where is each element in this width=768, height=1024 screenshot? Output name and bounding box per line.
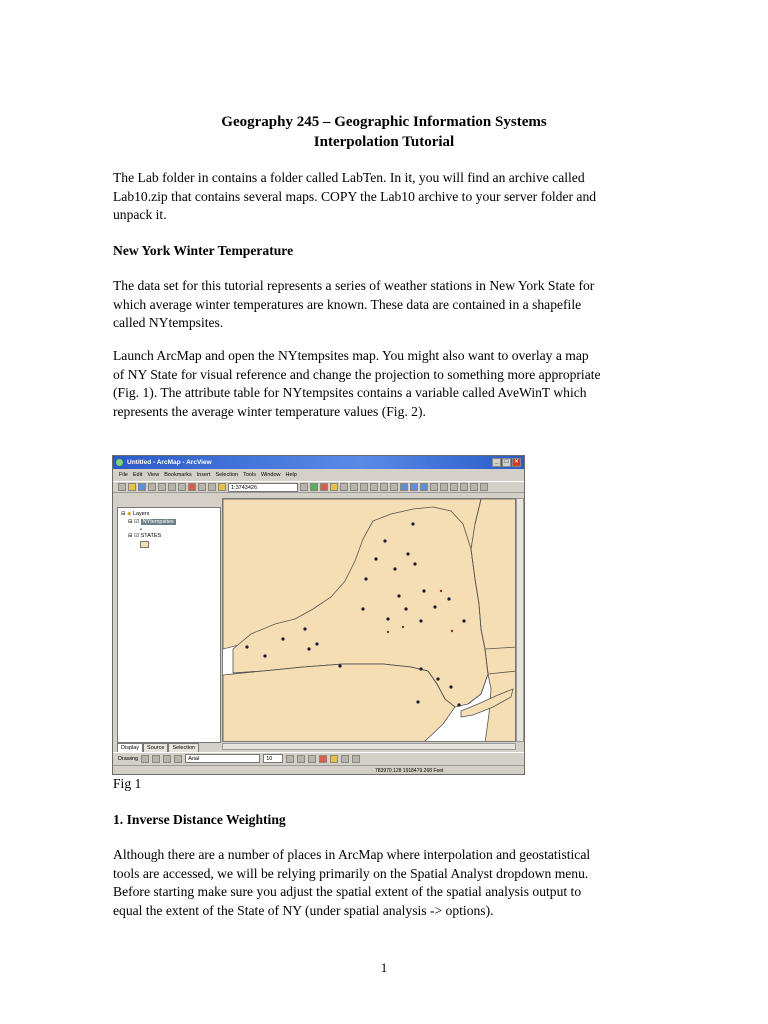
marker-color-icon[interactable] [352,755,360,763]
fixed-zoom-in-icon[interactable] [370,483,378,491]
document-title: Geography 245 – Geographic Information Systems [221,114,547,130]
map-scale-input[interactable]: 1:3743426 [228,483,298,492]
section-heading-ny-winter: New York Winter Temperature [113,243,294,258]
weather-station-point [411,522,414,525]
page-number: 1 [380,960,388,975]
hyperlink-icon[interactable] [470,483,478,491]
full-extent-icon[interactable] [400,483,408,491]
weather-station-point [386,617,389,620]
measure-icon[interactable] [460,483,468,491]
font-size-select[interactable]: 10 [263,754,283,763]
maximize-button[interactable]: □ [502,458,511,467]
map-view[interactable] [222,498,516,742]
arccatalog-icon[interactable] [320,483,328,491]
weather-station-point [315,642,318,645]
weather-station-point [413,562,416,565]
arcmap-app-icon [116,459,123,466]
weather-station-point [387,631,389,633]
weather-station-point [307,647,310,650]
menu-bookmarks[interactable]: Bookmarks [164,472,192,478]
paragraph-idw: Although there are a number of places in ArcMap where interpolation and geostatistical tools are accessed, we will be relying primarily on the Spatial Analyst dropdown menu. Before starting make sure you adjust the spatial extent of the spatial analysis output to equal the extent of the State of NY (under spatial analysis -> options). [113,847,591,918]
weather-station-point [374,557,377,560]
zoom-out-icon[interactable] [360,483,368,491]
delete-icon[interactable] [188,483,196,491]
italic-icon[interactable] [297,755,305,763]
font-color-icon[interactable] [319,755,327,763]
menu-insert[interactable]: Insert [196,472,211,478]
cut-icon[interactable] [158,483,166,491]
identify-icon[interactable] [440,483,448,491]
new-icon[interactable] [118,483,126,491]
weather-station-point [383,539,386,542]
layers-icon: ◆ [127,511,132,517]
document-subtitle: Interpolation Tutorial [313,134,455,150]
add-data-icon[interactable] [218,483,226,491]
rectangle-icon[interactable] [163,755,171,763]
pan-icon[interactable] [390,483,398,491]
font-name-select[interactable]: Arial [185,754,260,763]
menu-tools[interactable]: Tools [243,472,256,478]
weather-station-point [447,597,450,600]
map-horizontal-scrollbar[interactable] [222,743,516,750]
status-bar [113,765,524,775]
toc-layers-root[interactable]: ⊟ ◆ Layers [121,511,150,517]
weather-station-point [419,619,422,622]
menu-help[interactable]: Help [285,472,297,478]
text-icon[interactable] [174,755,182,763]
window-titlebar [113,456,524,469]
land-south [223,664,455,742]
arctoolbox-icon[interactable] [310,483,318,491]
menu-selection[interactable]: Selection [215,472,239,478]
underline-icon[interactable] [308,755,316,763]
fixed-zoom-out-icon[interactable] [380,483,388,491]
map-svg [223,499,516,742]
weather-station-point [263,654,266,657]
minimize-button[interactable]: _ [492,458,501,467]
tab-source[interactable]: Source [143,743,168,753]
weather-station-point [436,677,439,680]
zoom-in-icon[interactable] [350,483,358,491]
menu-window[interactable]: Window [260,472,281,478]
weather-station-point [245,645,248,648]
undo-icon[interactable] [198,483,206,491]
status-coordinates: 783970.128 1918479.268 Feet [375,768,444,774]
weather-station-point [416,700,419,703]
section-heading-idw: 1. Inverse Distance Weighting [113,812,286,827]
weather-station-point [440,590,442,592]
menu-view[interactable]: View [147,472,160,478]
standard-toolbar [113,481,524,493]
toc-layer-states[interactable]: ⊟ ☑ STATES [128,533,162,539]
save-icon[interactable] [138,483,146,491]
find-icon[interactable] [450,483,458,491]
paragraph-dataset: The data set for this tutorial represents a series of weather stations in New York State for which average winter temperatures are known. These data are contained in a shapefile called NYtempsites. [113,278,595,330]
open-icon[interactable] [128,483,136,491]
paste-icon[interactable] [178,483,186,491]
window-title: Untitled - ArcMap - ArcView [127,459,212,466]
weather-station-point [462,619,465,622]
menu-file[interactable]: File [119,472,128,478]
weather-station-point [393,567,396,570]
toc-layer-nytempsites[interactable]: ⊟ ☑ NYtempsites [128,519,174,525]
table-of-contents [117,507,221,743]
drawing-toolbar [113,752,524,764]
select-features-icon[interactable] [430,483,438,491]
weather-station-point [451,630,453,632]
weather-station-point [419,667,422,670]
arcmap-screenshot [112,455,525,775]
weather-station-point [406,552,409,555]
weather-station-point [404,607,407,610]
editor-icon[interactable] [300,483,308,491]
print-icon[interactable] [148,483,156,491]
menu-bar [113,470,524,480]
weather-station-point [433,605,436,608]
weather-station-point [338,664,341,667]
help-icon[interactable] [340,483,348,491]
line-color-icon[interactable] [341,755,349,763]
weather-station-point [361,607,364,610]
tab-display[interactable]: Display [117,743,143,753]
weather-station-point [449,685,452,688]
figure-caption: Fig 1 [113,776,142,791]
map-vertical-scrollbar[interactable] [516,498,524,742]
weather-station-point [397,594,400,597]
point-symbol-icon: • [140,527,142,533]
weather-station-point [364,577,367,580]
tab-selection[interactable]: Selection [168,743,199,753]
menu-edit[interactable]: Edit [132,472,143,478]
copy-icon[interactable] [168,483,176,491]
weather-station-point [281,637,284,640]
drawing-menu[interactable]: Drawing [118,755,139,762]
forward-extent-icon[interactable] [420,483,428,491]
close-button[interactable]: × [512,458,521,467]
select-elements-icon[interactable] [480,483,488,491]
weather-station-point [303,627,306,630]
rotate-icon[interactable] [152,755,160,763]
paragraph-launch-arcmap: Launch ArcMap and open the NYtempsites map. You might also want to overlay a map of NY State for visual reference and change the projection to something more appropriate (Fig. 1). The attribute table for NYtempsites contains a variable called AveWinT which represents the average winter temperature values (Fig. 2). [113,348,601,419]
intro-paragraph: The Lab folder in contains a folder called LabTen. In it, you will find an archive called Lab10.zip that contains several maps. COPY the Lab10 archive to your server folder and unpack it. [113,170,597,222]
polygon-symbol-icon [140,541,149,551]
back-extent-icon[interactable] [410,483,418,491]
select-arrow-icon[interactable] [141,755,149,763]
redo-icon[interactable] [208,483,216,491]
bold-icon[interactable] [286,755,294,763]
layout-icon[interactable] [330,483,338,491]
weather-station-point [457,703,460,706]
fill-color-icon[interactable] [330,755,338,763]
weather-station-point [422,589,425,592]
weather-station-point [402,626,404,628]
